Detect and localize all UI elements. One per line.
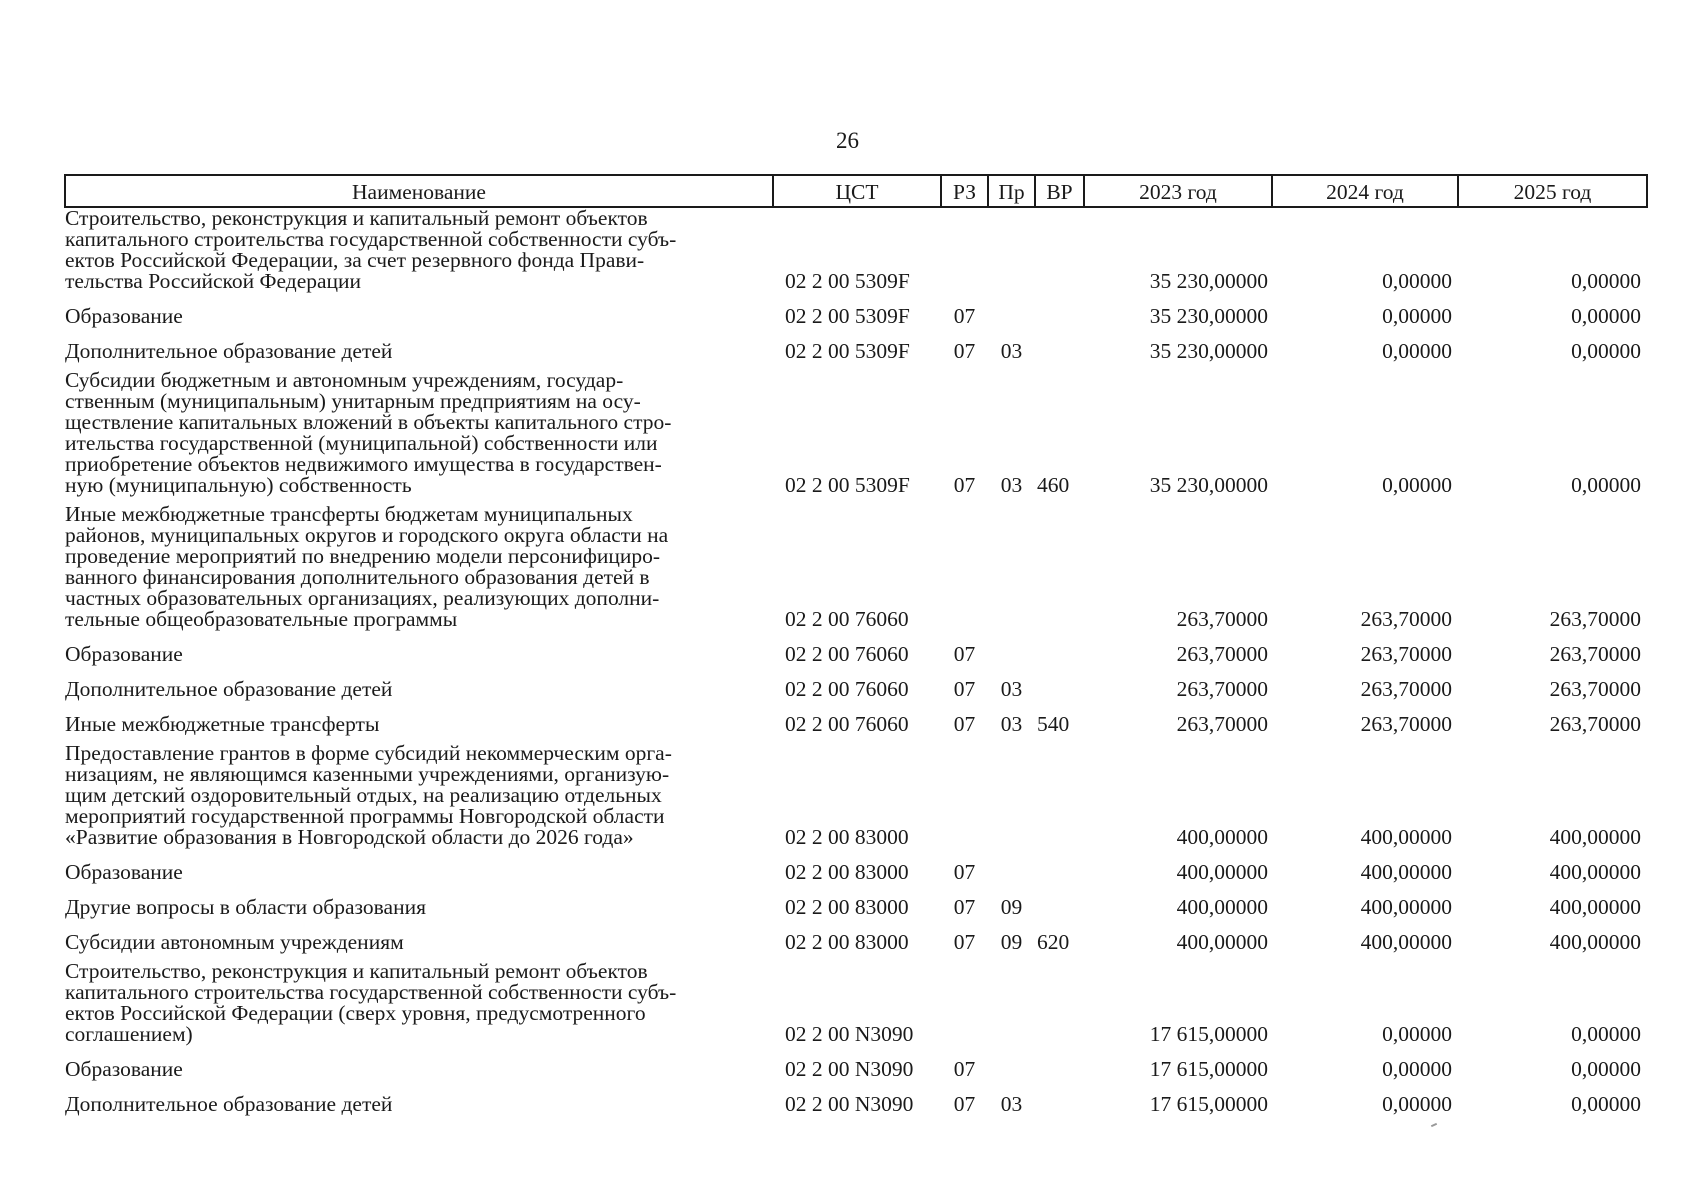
row-2024 — [1272, 1053, 1458, 1080]
row-name — [65, 335, 773, 362]
row-2023 — [1084, 673, 1272, 700]
table-row — [65, 743, 1647, 848]
row-cst — [773, 961, 941, 1045]
row-2025 — [1458, 638, 1647, 665]
row-2025 — [1458, 504, 1647, 630]
row-gap-cell — [65, 1080, 1647, 1088]
row-name-line: Предоставление грантов в форме субсидий некоммерческим орга- — [65, 741, 672, 765]
row-2023-value: 400,00000 — [1176, 930, 1268, 954]
row-rz — [941, 926, 988, 953]
row-rz-value: 07 — [953, 895, 976, 919]
row-pr — [988, 743, 1035, 848]
row-cst-value: 02 2 00 5309F — [785, 269, 910, 293]
row-2025 — [1458, 926, 1647, 953]
row-name-line: частных образовательных организациях, реализующих дополни- — [65, 586, 660, 610]
row-vr — [1035, 743, 1084, 848]
header-2025: 2025 год — [1458, 175, 1647, 207]
row-2025-value: 0,00000 — [1571, 304, 1641, 328]
row-2024 — [1272, 300, 1458, 327]
row-2024 — [1272, 673, 1458, 700]
row-2023-value: 17 615,00000 — [1149, 1022, 1268, 1046]
row-name-line: приобретение объектов недвижимого имущества в государствен- — [65, 452, 662, 476]
row-pr-value: 09 — [1000, 895, 1023, 919]
table-header-row — [65, 175, 1647, 207]
table-row — [65, 638, 1647, 665]
header-cst: ЦСТ — [773, 175, 941, 207]
row-2023-value: 263,70000 — [1176, 607, 1268, 631]
row-2023-value: 17 615,00000 — [1149, 1092, 1268, 1116]
row-rz-value: 07 — [953, 712, 976, 736]
row-2024 — [1272, 891, 1458, 918]
row-2024-value: 400,00000 — [1360, 860, 1452, 884]
row-vr — [1035, 1053, 1084, 1080]
header-2023: 2023 год — [1084, 175, 1272, 207]
row-rz-value: 07 — [953, 1057, 976, 1081]
row-cst — [773, 743, 941, 848]
table-row — [65, 370, 1647, 496]
row-2025-value: 400,00000 — [1549, 895, 1641, 919]
budget-table — [64, 174, 1648, 1115]
row-cst-value: 02 2 00 76060 — [785, 607, 909, 631]
row-gap-cell — [65, 848, 1647, 856]
row-rz — [941, 891, 988, 918]
row-name-line: Строительство, реконструкция и капитальный ремонт объектов — [65, 959, 648, 983]
row-2024-value: 0,00000 — [1382, 473, 1452, 497]
row-gap — [65, 665, 1647, 673]
row-2025-value: 263,70000 — [1549, 712, 1641, 736]
row-2024-value: 263,70000 — [1360, 712, 1452, 736]
row-cst-value: 02 2 00 N3090 — [785, 1057, 914, 1081]
row-2024 — [1272, 504, 1458, 630]
row-2023 — [1084, 1088, 1272, 1115]
row-gap-cell — [65, 630, 1647, 638]
row-2023-value: 35 230,00000 — [1149, 304, 1268, 328]
row-gap — [65, 1080, 1647, 1088]
row-rz-value: 07 — [953, 1092, 976, 1116]
row-2023 — [1084, 891, 1272, 918]
row-2024-value: 400,00000 — [1360, 825, 1452, 849]
row-name — [65, 708, 773, 735]
row-name — [65, 891, 773, 918]
table-row — [65, 207, 1647, 292]
row-2024 — [1272, 638, 1458, 665]
row-rz-value: 07 — [953, 304, 976, 328]
row-2023 — [1084, 370, 1272, 496]
row-2024-value: 0,00000 — [1382, 339, 1452, 363]
row-name-line: ектов Российской Федерации, за счет резервного фонда Прави- — [65, 248, 645, 272]
row-2024-value: 0,00000 — [1382, 304, 1452, 328]
row-2023 — [1084, 335, 1272, 362]
row-name — [65, 926, 773, 953]
table-row — [65, 708, 1647, 735]
row-2023-value: 400,00000 — [1176, 895, 1268, 919]
row-gap — [65, 918, 1647, 926]
table-row — [65, 1088, 1647, 1115]
scan-artifact — [1431, 1123, 1437, 1127]
row-cst — [773, 891, 941, 918]
row-gap — [65, 883, 1647, 891]
row-pr — [988, 891, 1035, 918]
row-vr — [1035, 504, 1084, 630]
row-gap-cell — [65, 1045, 1647, 1053]
row-2025-value: 0,00000 — [1571, 1022, 1641, 1046]
row-name-line: Строительство, реконструкция и капитальный ремонт объектов — [65, 206, 648, 230]
row-name-line: ственным (муниципальным) унитарным предприятиям на осу- — [65, 389, 641, 413]
row-name-line: ванного финансирования дополнительного образования детей в — [65, 565, 650, 589]
row-2025 — [1458, 335, 1647, 362]
row-name-line: Другие вопросы в области образования — [65, 895, 426, 919]
row-2025-value: 0,00000 — [1571, 269, 1641, 293]
row-vr — [1035, 370, 1084, 496]
row-2025-value: 263,70000 — [1549, 677, 1641, 701]
row-2024-value: 400,00000 — [1360, 895, 1452, 919]
row-gap — [65, 1045, 1647, 1053]
row-2023-value: 263,70000 — [1176, 642, 1268, 666]
row-vr — [1035, 335, 1084, 362]
row-2024 — [1272, 856, 1458, 883]
row-pr — [988, 207, 1035, 292]
row-rz — [941, 961, 988, 1045]
row-rz — [941, 673, 988, 700]
row-2025-value: 400,00000 — [1549, 825, 1641, 849]
row-gap-cell — [65, 327, 1647, 335]
row-name — [65, 207, 773, 292]
row-2024-value: 400,00000 — [1360, 930, 1452, 954]
row-name-line: Иные межбюджетные трансферты бюджетам муниципальных — [65, 502, 633, 526]
row-pr-value: 03 — [1000, 712, 1023, 736]
row-2025 — [1458, 300, 1647, 327]
row-2023-value: 35 230,00000 — [1149, 473, 1268, 497]
row-pr — [988, 370, 1035, 496]
table-row — [65, 891, 1647, 918]
row-pr — [988, 926, 1035, 953]
row-2024-value: 0,00000 — [1382, 1057, 1452, 1081]
row-gap-cell — [65, 292, 1647, 300]
row-name — [65, 1088, 773, 1115]
row-name-line: мероприятий государственной программы Новгородской области — [65, 804, 665, 828]
row-rz — [941, 708, 988, 735]
row-cst-value: 02 2 00 76060 — [785, 677, 909, 701]
row-2025 — [1458, 743, 1647, 848]
row-pr — [988, 673, 1035, 700]
row-2024-value: 263,70000 — [1360, 607, 1452, 631]
row-2024 — [1272, 207, 1458, 292]
row-name-line: Образование — [65, 304, 183, 328]
row-pr — [988, 504, 1035, 630]
row-cst-value: 02 2 00 5309F — [785, 473, 910, 497]
row-cst-value: 02 2 00 76060 — [785, 642, 909, 666]
row-name-line: Дополнительное образование детей — [65, 1092, 393, 1116]
row-rz — [941, 856, 988, 883]
row-2025 — [1458, 207, 1647, 292]
row-rz-value: 07 — [953, 860, 976, 884]
row-2025 — [1458, 961, 1647, 1045]
row-name-line: Образование — [65, 1057, 183, 1081]
row-cst — [773, 1088, 941, 1115]
row-name-line: ществление капитальных вложений в объекты капитального стро- — [65, 410, 672, 434]
row-2023 — [1084, 961, 1272, 1045]
row-2023 — [1084, 743, 1272, 848]
row-2023-value: 263,70000 — [1176, 712, 1268, 736]
row-vr — [1035, 207, 1084, 292]
row-2025-value: 400,00000 — [1549, 930, 1641, 954]
row-pr — [988, 335, 1035, 362]
row-name — [65, 856, 773, 883]
row-cst — [773, 673, 941, 700]
row-cst-value: 02 2 00 N3090 — [785, 1022, 914, 1046]
row-2025-value: 0,00000 — [1571, 473, 1641, 497]
row-name — [65, 673, 773, 700]
row-name — [65, 1053, 773, 1080]
row-vr — [1035, 1088, 1084, 1115]
row-cst-value: 02 2 00 83000 — [785, 895, 909, 919]
row-cst-value: 02 2 00 N3090 — [785, 1092, 914, 1116]
row-name-line: Иные межбюджетные трансферты — [65, 712, 380, 736]
table-row — [65, 926, 1647, 953]
row-name-line: соглашением) — [65, 1022, 193, 1046]
row-2025-value: 0,00000 — [1571, 1092, 1641, 1116]
row-2025-value: 0,00000 — [1571, 339, 1641, 363]
row-name-line: районов, муниципальных округов и городского округа области на — [65, 523, 669, 547]
row-2023-value: 35 230,00000 — [1149, 269, 1268, 293]
row-pr — [988, 638, 1035, 665]
row-name-line: Образование — [65, 642, 183, 666]
row-name-line: капитального строительства государственной собственности субъ- — [65, 980, 677, 1004]
row-gap-cell — [65, 883, 1647, 891]
row-name-line: Дополнительное образование детей — [65, 339, 393, 363]
row-2025-value: 400,00000 — [1549, 860, 1641, 884]
row-vr — [1035, 926, 1084, 953]
row-vr-value: 540 — [1037, 712, 1070, 736]
row-2023 — [1084, 856, 1272, 883]
row-name-line: «Развитие образования в Новгородской области до 2026 года» — [65, 825, 634, 849]
row-cst-value: 02 2 00 76060 — [785, 712, 909, 736]
row-cst-value: 02 2 00 83000 — [785, 825, 909, 849]
row-vr — [1035, 673, 1084, 700]
row-rz — [941, 1088, 988, 1115]
row-name-line: Субсидии автономным учреждениям — [65, 930, 404, 954]
table-row — [65, 504, 1647, 630]
header-pr: Пр — [988, 175, 1035, 207]
row-2024 — [1272, 743, 1458, 848]
row-2023-value: 17 615,00000 — [1149, 1057, 1268, 1081]
row-cst — [773, 1053, 941, 1080]
row-rz-value: 07 — [953, 473, 976, 497]
row-rz — [941, 504, 988, 630]
row-name — [65, 961, 773, 1045]
row-name — [65, 638, 773, 665]
row-pr-value: 09 — [1000, 930, 1023, 954]
row-pr-value: 03 — [1000, 677, 1023, 701]
row-2023-value: 263,70000 — [1176, 677, 1268, 701]
row-2023 — [1084, 926, 1272, 953]
row-rz — [941, 743, 988, 848]
row-name-line: капитального строительства государственной собственности субъ- — [65, 227, 677, 251]
row-vr — [1035, 638, 1084, 665]
page-number: 26 — [836, 128, 859, 153]
row-rz-value: 07 — [953, 677, 976, 701]
row-2025-value: 0,00000 — [1571, 1057, 1641, 1081]
row-name-line: ектов Российской Федерации (сверх уровня, предусмотренного — [65, 1001, 646, 1025]
row-2023 — [1084, 638, 1272, 665]
row-cst — [773, 335, 941, 362]
row-pr-value: 03 — [1000, 339, 1023, 363]
row-2023 — [1084, 504, 1272, 630]
row-gap-cell — [65, 918, 1647, 926]
row-2025 — [1458, 673, 1647, 700]
row-2024 — [1272, 961, 1458, 1045]
row-2024-value: 0,00000 — [1382, 1092, 1452, 1116]
table-row — [65, 856, 1647, 883]
row-cst-value: 02 2 00 83000 — [785, 860, 909, 884]
row-cst-value: 02 2 00 5309F — [785, 304, 910, 328]
row-rz — [941, 300, 988, 327]
table-row — [65, 961, 1647, 1045]
row-2024 — [1272, 335, 1458, 362]
row-2024-value: 0,00000 — [1382, 269, 1452, 293]
row-name — [65, 504, 773, 630]
row-cst — [773, 370, 941, 496]
row-2023 — [1084, 708, 1272, 735]
row-rz — [941, 207, 988, 292]
row-rz — [941, 1053, 988, 1080]
row-vr — [1035, 300, 1084, 327]
header-vr: ВР — [1035, 175, 1084, 207]
row-pr — [988, 961, 1035, 1045]
table-row — [65, 335, 1647, 362]
row-name — [65, 743, 773, 848]
row-2024-value: 0,00000 — [1382, 1022, 1452, 1046]
row-2024 — [1272, 1088, 1458, 1115]
row-2023-value: 400,00000 — [1176, 825, 1268, 849]
row-cst — [773, 638, 941, 665]
row-pr — [988, 708, 1035, 735]
row-name-line: Образование — [65, 860, 183, 884]
row-name-line: тельства Российской Федерации — [65, 269, 362, 293]
row-rz-value: 07 — [953, 642, 976, 666]
row-2025 — [1458, 370, 1647, 496]
header-name: Наименование — [65, 175, 773, 207]
row-name-line: щим детский оздоровительный отдых, на реализацию отдельных — [65, 783, 662, 807]
row-rz-value: 07 — [953, 930, 976, 954]
row-2025 — [1458, 1088, 1647, 1115]
row-vr-value: 460 — [1037, 473, 1070, 497]
row-cst — [773, 708, 941, 735]
row-vr — [1035, 891, 1084, 918]
table-body — [65, 207, 1647, 1115]
row-2024 — [1272, 370, 1458, 496]
table-row — [65, 1053, 1647, 1080]
row-gap — [65, 700, 1647, 708]
row-vr-value: 620 — [1037, 930, 1070, 954]
row-name-line: ительства государственной (муниципальной) собственности или — [65, 431, 658, 455]
table-row — [65, 673, 1647, 700]
row-pr-value: 03 — [1000, 1092, 1023, 1116]
row-gap — [65, 630, 1647, 638]
row-rz — [941, 638, 988, 665]
row-2024 — [1272, 926, 1458, 953]
row-name-line: Дополнительное образование детей — [65, 677, 393, 701]
row-2025 — [1458, 1053, 1647, 1080]
row-gap-cell — [65, 700, 1647, 708]
row-cst — [773, 207, 941, 292]
row-name — [65, 300, 773, 327]
row-name-line: тельные общеобразовательные программы — [65, 607, 458, 631]
header-2024: 2024 год — [1272, 175, 1458, 207]
row-name — [65, 370, 773, 496]
row-pr — [988, 300, 1035, 327]
row-rz-value: 07 — [953, 339, 976, 363]
row-2024-value: 263,70000 — [1360, 677, 1452, 701]
row-cst-value: 02 2 00 5309F — [785, 339, 910, 363]
row-2023 — [1084, 300, 1272, 327]
row-pr — [988, 856, 1035, 883]
row-gap — [65, 327, 1647, 335]
row-pr-value: 03 — [1000, 473, 1023, 497]
row-pr — [988, 1088, 1035, 1115]
row-name-line: низациям, не являющимся казенными учреждениями, организую- — [65, 762, 670, 786]
row-rz — [941, 370, 988, 496]
row-2025 — [1458, 891, 1647, 918]
row-gap — [65, 848, 1647, 856]
row-pr — [988, 1053, 1035, 1080]
row-vr — [1035, 708, 1084, 735]
row-vr — [1035, 856, 1084, 883]
row-2023 — [1084, 207, 1272, 292]
row-vr — [1035, 961, 1084, 1045]
row-name-line: проведение мероприятий по внедрению модели персонифициро- — [65, 544, 661, 568]
row-name-line: Субсидии бюджетным и автономным учреждениям, государ- — [65, 368, 624, 392]
row-2023-value: 400,00000 — [1176, 860, 1268, 884]
row-name-line: ную (муниципальную) собственность — [65, 473, 412, 497]
row-2023 — [1084, 1053, 1272, 1080]
row-gap — [65, 292, 1647, 300]
header-rz: РЗ — [941, 175, 988, 207]
row-2025 — [1458, 708, 1647, 735]
row-gap-cell — [65, 665, 1647, 673]
row-cst — [773, 926, 941, 953]
row-2025-value: 263,70000 — [1549, 607, 1641, 631]
row-2025-value: 263,70000 — [1549, 642, 1641, 666]
row-cst — [773, 300, 941, 327]
row-2025 — [1458, 856, 1647, 883]
row-cst-value: 02 2 00 83000 — [785, 930, 909, 954]
row-cst — [773, 504, 941, 630]
row-2024 — [1272, 708, 1458, 735]
row-2024-value: 263,70000 — [1360, 642, 1452, 666]
row-cst — [773, 856, 941, 883]
row-rz — [941, 335, 988, 362]
row-2023-value: 35 230,00000 — [1149, 339, 1268, 363]
table-row — [65, 300, 1647, 327]
